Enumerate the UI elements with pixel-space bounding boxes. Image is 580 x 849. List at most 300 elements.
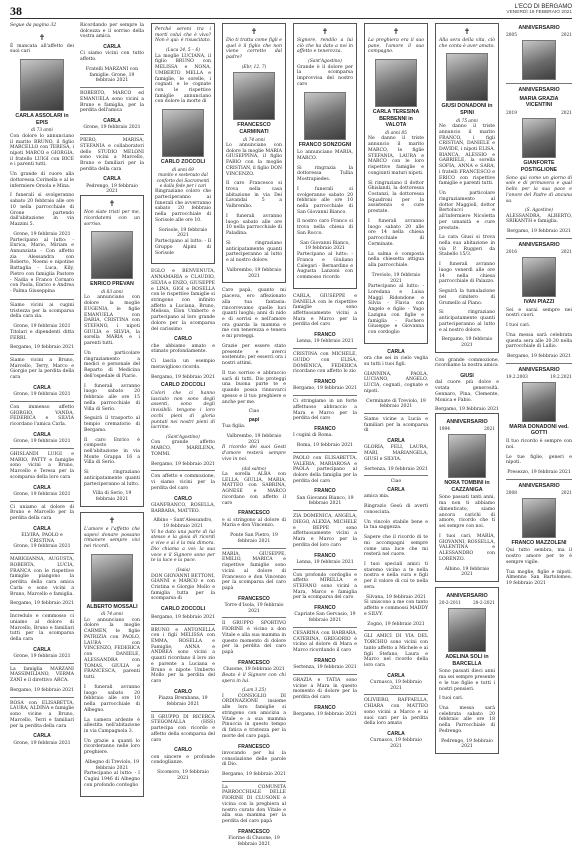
column-2 [80, 23, 144, 843]
anniversary-box [435, 413, 499, 582]
notice-text: Il caro Francesco si trova nella casa abitazione in via Dei Lavandai 5 a Valbrembo. [226, 181, 282, 210]
notice-text: Tua figlia. [222, 424, 246, 430]
name-highlight: GIUSI [460, 373, 474, 380]
cross-icon: ✝ [108, 199, 116, 209]
notice-text: Le tue figlie, generi e nipoti. [506, 454, 572, 466]
notice-text: ROBERTO, MARCO ed EMANUELA sono vicini a Bruno e famiglia, per la perdita dell'amica [80, 91, 144, 114]
notice-signature: San Giovanni Bianco, 19 febbraio 2021 [296, 495, 354, 507]
cross-icon: ✝ [463, 27, 471, 36]
notice-text: Titolari e dipendenti ditta FERRI. [10, 329, 74, 341]
obituary-box [80, 195, 144, 507]
notice-signature: Albino – Sant'Alessandro, 19 febbraio 2021 [153, 518, 213, 529]
divider [10, 448, 74, 449]
notice-signature: Bergamo, 19 febbraio 2021 [151, 461, 215, 467]
deceased-name: ADELINA SOLI in BARCELLA [445, 654, 489, 667]
notice-text: Ricordando per sempre la dolcezza e il sorriso della vostra amica. [80, 23, 144, 40]
name-highlight: CARLA [387, 672, 405, 679]
notice-signature: Valbrembo, 19 febbraio 2021 [226, 267, 282, 279]
deceased-name: CARLO ZOCCOLI [160, 606, 206, 613]
notice-text: GIANNINA, PAOLA, LUCIANO, ANGELO, LUCIA, cognati, cognate e nipoti. [364, 371, 428, 394]
notice-signature: Sorisole, 19 febbraio 2021 [158, 227, 208, 239]
notice-text: CRISTINA con MICHELE, GUIDO con ELISA, DOMENICA, FEDERICA ricordano con affetto lo zio [293, 352, 357, 375]
notice-text: PIERO, MARISA, STEFANIA e collaboratori dello STUDIO MELONI sono vicini a Marcello, Bruno e familiari per la perdita della cara [80, 138, 144, 172]
notice-text: Con dolore lo annunciano il marito BRUNO, il figlio MARCELLO con TERESA, i nipoti MARCO e GIORGIA, il fratello LUIGI con BICE e i parenti tutti. [10, 133, 74, 168]
notice-text: MARIA, GIUSEPPE, EMILIO, MARICA e rispettive famiglie sono vicini al dolore di Francesco e don Vincenzo per la scomparsa del caro papà [222, 551, 286, 591]
notice-text: La moglie LUCIANA, il figlio BRUNO con MELISSA e NONA, UMBERTO MELLA e famiglie, le sorelle, i cognati e le cognate con le rispettive famiglie annunciano con dolore la morte di [155, 53, 211, 105]
notice-subtitle: munito e sostenuto dal conforto dei Sacramenti e dalla fede per i cari [156, 173, 210, 189]
divider [151, 470, 215, 471]
deceased-name: FRANCO MAZZOLENI [511, 539, 567, 546]
deceased-name: CARLA ASSOLARI in EPIS [15, 113, 69, 126]
name-highlight: CARLA [33, 431, 51, 438]
obituary-box [80, 512, 144, 797]
notice-text: Un particolare ringraziamento a medici e personale del Reparto di Medicina dell'ospedale di Piario. [84, 350, 140, 379]
cross-icon: ✝ [108, 515, 116, 525]
notice-text: Una messa sarà celebrata sabato 20 febbraio alle ore 18 nella Parrocchiale di Pedrengo. [439, 706, 495, 734]
notice-text: amica mia. [364, 494, 390, 500]
notice-text: Con grande commozione, ricordiamo la nostra amica [435, 357, 499, 369]
notice-text: I funerali avranno luogo sabato 20 alle ore 14 nella chiesa parrocchiale di Cerminate. [368, 218, 424, 247]
notice-text: I CONSIGLIO DI ORDINAZIONE insieme alle loro famiglie si stringono con amicizia a Vitale e a sua mamma Pinuccia in questo tempo di fatica e tristezza per la morte del caro papà. [222, 693, 286, 739]
year-start: 19.2.2003 [506, 374, 528, 380]
name-highlight: FRANCO [314, 379, 336, 386]
notice-text: OLIVIERO, RAFFAELLA, CHIARA con MATTEO sono vicini a Marco e ai suoi cari per la perdita della loro amata [364, 698, 428, 727]
portrait-photo [233, 72, 275, 120]
portrait-photo [446, 53, 488, 101]
notice-signature: Bergamo, 19 febbraio 2021 [293, 386, 357, 392]
name-highlight: CARLA [33, 646, 51, 653]
divider [293, 674, 357, 675]
name-highlight: FRANCESCO [238, 595, 270, 602]
notice-signature: ELVIRA, PAOLO e CRISTINA [21, 532, 63, 544]
anniversary-heading: ANNIVERSARIO [446, 593, 488, 600]
portrait-photo [91, 554, 133, 602]
notice-signature: Sicomoro, 19 febbraio 2021 [157, 769, 209, 781]
anniversary-heading: ANNIVERSARIO [518, 482, 560, 489]
column-7 [435, 23, 499, 843]
column-4 [222, 23, 286, 847]
notice-signature: Valbrembo, 19 febbraio 2021 [226, 433, 282, 445]
notice-text: Un grande di cuore alla dottoressa Corinella e al le infermiere Orsola e Mina. [10, 172, 74, 189]
name-highlight: CARLA [387, 487, 405, 494]
notice-text: È mancata all'affetto dei suoi cari [10, 43, 74, 55]
notice-text: Ci stringiamo in un forte affettuoso abbraccio a Mara e Marco per la perdita del caro [293, 399, 357, 422]
notice-text: I tuoi speciali amici ti staremo vicino a te nella nostra e nella cura e figli per il valore di cui te nella sera. [364, 562, 428, 590]
notice-text: La COMUNITÀ PARROCCHIALE DELLE FIORINE DI CLUSONE è vicina con la preghiera al nostro curato don Vitale e alla sua mamma per la perdita del caro papà [222, 784, 286, 825]
epigraph: La preghiera era il suo pane, l'amore il suo compagno. [368, 38, 424, 55]
notice-signature: Grone, 19 febbraio 2021 [13, 740, 71, 746]
page-header [10, 4, 572, 19]
notice-text: Ringraziano coloro che parteciperanno ai funerali che avverranno sabato 20 febbraio nella parrocchiale di Sorisole alle ore 10. [155, 189, 211, 223]
notice-text: Il tuo ricordo è sempre con noi. [506, 439, 572, 450]
notice-signature: Treviolo, 19 febbraio 2021 [371, 272, 421, 284]
portrait-photo [448, 608, 486, 652]
deceased-age: di anni 69 [172, 167, 194, 173]
divider [222, 781, 286, 782]
year-end: 2021 [561, 249, 572, 255]
notice-text: Il caro Enrico è composto nell'abitazione in via Monte Grappa 16 a Villa di Serio. [84, 437, 140, 466]
notice-signature: Grone, 19 febbraio 2021 [13, 439, 71, 445]
notice-text: Ci uniamo al dolore di Bruno e Marcello per la perdita della cara [10, 504, 74, 521]
notice-text: I funerali avranno luogo sabato 20 febbraio alle ore 15 nella parrocchiale di Villa di Serio. [84, 383, 140, 412]
name-highlight: FRANCESCO [238, 510, 270, 517]
notice-signature: Clusone, 19 febbraio 2021 [223, 667, 285, 673]
divider [293, 395, 357, 396]
name-highlight: FRANCESCO [238, 743, 270, 750]
notice-signature: Bergamo, 19 febbraio 2021 [151, 614, 215, 620]
divider [10, 663, 74, 664]
notice-text: GLORIA, FELI, LAURA, MARI, MARIANGELA, GIUSI e SILVIA. [364, 445, 428, 462]
notice-text: Siamo vicini a Bruno, Marcello, Terry, Marco e Giorgio per la perdita della cara [10, 358, 74, 381]
divider [506, 479, 572, 480]
notice-signature: Silvana, 19 febbraio 2021 [366, 594, 426, 600]
notice-text: Il nostro caro Franco si trova nella chiesa di San Rocco. [297, 219, 353, 236]
notice-signature: Cerminate di Treviolo, 19 febbraio 2021 [366, 398, 426, 410]
obituary-box [435, 23, 499, 353]
notice-text: CARLA, GIUSEPPE e DANIELA con le rispettive famiglie sono affettuosamente vicini a Mara e Marco per la perdita del caro [293, 293, 357, 328]
deceased-name: GIANFORTE POSTIGLIONE [520, 160, 558, 174]
notice-signature: Bergamo, 19 febbraio 2021 [151, 374, 215, 380]
notice-signature: Torre d'Isola, 19 febbraio 2021 [224, 602, 284, 614]
anniversary-box [435, 587, 499, 754]
name-highlight: CARLA [33, 384, 51, 391]
divider [364, 694, 428, 695]
divider [293, 452, 357, 453]
name-highlight: CARLO [174, 336, 192, 343]
notice-signature: Bergamo, 19 febbraio 2021 [435, 407, 499, 413]
notice-signature: Grone, 19 febbraio 2021 [13, 231, 71, 237]
notice-text: MARIGIANNA, AUGUSTA, ROBERTA, LUCIA, FRANCA con le rispettive famiglie piangono la perdita della cara amica Carla e sono vicini a Bruno, Marcello e famiglia. [10, 557, 74, 597]
notice-text: Partecipano al lutto: - Loredana e Luisa Maggi Ridondone e Silvia - Flavia con Angelo e figlie - Yugo Lazigna con figlie e famiglia - Fachero Giuseppe e Giovanna con cordoglio [368, 284, 424, 336]
epigraph-source: (Sant'Agostino) [308, 59, 342, 65]
divider [506, 238, 572, 239]
notice-text: Lo annunciano con dolore la moglie EUGENIA, le figlie EMANUELA con DARIA, CRISTINA con STEFANO, i nipoti GIULIA e SILVIA, la sorella MARIA e i parenti tutti. [84, 295, 140, 347]
anniversary-years [506, 33, 572, 38]
name-highlight: CARLA [103, 176, 121, 183]
anniversary-years [506, 250, 572, 255]
divider [293, 510, 357, 511]
notice-signature: Grone, 19 febbraio 2021 [13, 324, 71, 330]
notice-text: Ci siamo vicini con tutto affetto. [80, 51, 144, 63]
notice-text: Grazie per essere stato presente e averci sostenuto; per esserci ora i nostri attimi. [222, 343, 286, 367]
notice-text: dal cuore più dolce e votata generosità. Gennaro, Pina, Clemente, Monica e Fabio. [435, 380, 499, 403]
divider [151, 711, 215, 712]
notice-signature: Bergamo, 19 febbraio 2021 [222, 772, 286, 777]
notice-text: GHISLANDI LUIGI e MARIO, PATTY e famiglie sono vicini a Bruno, Marcello e Teresa per la scomparsa della loro cara [10, 451, 74, 480]
notice-signature: Grone, 19 febbraio 2021 [13, 392, 71, 398]
name-highlight: FRANCESCO [238, 659, 270, 666]
newspaper-masthead [506, 4, 572, 15]
notice-text: Seguirà la tumulazione nel cimitero di Grumello al Piano. [439, 289, 495, 306]
notice-text: I funerali avranno luogo sabato alle ore 10 nella parrocchiale di Paladina. [226, 213, 282, 237]
notice-text: invocando per lui la consolazione delle parole di Dio. [222, 750, 286, 768]
epigraph: Alla sera della vita, ciò che conta è aver amato. [439, 38, 495, 49]
epigraph-source: (dal salmo) [241, 466, 267, 472]
name-highlight: CARLA [387, 438, 405, 445]
divider [364, 413, 428, 414]
anniversary-heading: ANNIVERSARIO [518, 241, 560, 248]
notice-signature: Capriate San Gervasio, 19 febbraio 2021 [294, 612, 356, 624]
epigraph-source: (Ebr, 12, 7) [241, 64, 267, 70]
portrait-photo [522, 40, 556, 80]
notice-text: Grande è il dolore per la scomparsa improvvisa del nostro caro [297, 64, 353, 87]
portrait-photo [20, 59, 64, 111]
year-start: 2016 [506, 249, 517, 255]
name-highlight: FRANCO [314, 704, 336, 711]
anniversary-years [439, 427, 495, 432]
divider [293, 627, 357, 628]
continuation-note: Segue da pagina 32 [10, 23, 57, 28]
deceased-age: di 83 anni [101, 289, 123, 295]
name-highlight: CARLO [174, 747, 192, 754]
notice-signature: Grone, 19 febbraio 2021 [13, 544, 71, 550]
notice-text: ZIA DOMENICA, ANGELA, DIEGO, ALEXIA, MICHELE e BEPPE sono affettuosamente vicini a Mara e Marco per la perdita del loro caro [293, 514, 357, 548]
epigraph-source: (Isaia) [176, 568, 190, 574]
notice-signature: Fratelli MARZANI con famiglie. Grone, 19 febbraio 2021 [85, 66, 139, 84]
name-highlight: CARLA [387, 731, 405, 738]
column-6 [364, 23, 428, 843]
divider [364, 475, 428, 476]
notice-text: EGLO e BENVENUTA, ANNAMARIA e CLAUDIO, SILVIA e ENZO, GIUSEPPE e LINA, GIGI e ROSELLA con le rispettive famiglie si stringono con infinito affetto a Luciana, Bruno, Melissa, Elon Umberto e partecipano al loro grande dolore per la scomparsa del carissimo [151, 269, 215, 332]
portrait-photo [375, 59, 417, 107]
notice-text: Ci lascia un esempio meraviglioso ricordo. [151, 359, 215, 370]
notice-signature: Bergamo, 19 febbraio 2021 [10, 345, 74, 351]
notice-signature: Lenna, 19 febbraio 2021 [296, 339, 354, 345]
divider [222, 548, 286, 549]
notice-text: PAOLO con ELISABETTA, VALERIA, MARIAROSA e PAOLA partecipano al dolore della famiglia per la perdita del caro [293, 455, 357, 484]
notice-text: BRUNO e ANTONELLA con i figli MELISSA con EMMA, ROSELLA e Famiglie, ANNA e ANDREA sono vicini a quanti ricordano il loro zio e parente a Luciana e Bruno e nipote Umberto Mollo per la perdita del caro [151, 627, 215, 685]
deceased-age: di 74 anni [243, 137, 265, 143]
divider [80, 87, 144, 88]
name-highlight: CARLO [174, 688, 192, 695]
deceased-name: MARIA DONADONI ved. GOTTI [509, 423, 569, 437]
divider [506, 83, 572, 84]
year-end: 2021 [561, 32, 572, 38]
anniversary-heading: ANNIVERSARIO [518, 25, 560, 31]
notice-text: Si ringrazia la dottoressa Tullia Mostrapiedes. [297, 165, 353, 183]
name-highlight: FRANCO [314, 657, 336, 664]
epigraph-source: (Lam 3,25) [242, 688, 266, 694]
notice-text: Tua moglie, figlie e nipoti. Almenno San Bartolomeo, 19 febbraio 2021 [506, 569, 572, 587]
year-end: 2021 [561, 490, 572, 496]
notice-text: GLI AMICI DI VIA DEL TORCHIO sono vicini con tanto affetto a Michele e ai figli Stefano, Laura e Marco nel ricordo della loro cara [364, 634, 428, 669]
notice-text: ALESSANDRA, ALBERTO, SRIKANTH e famiglia. [506, 213, 572, 225]
notice-text: I funerali si svolgeranno sabato 20 febbraio alle ore 10 nella parrocchiale di San Giovanni Bianco. [297, 186, 353, 215]
notice-text: I funerali avranno luogo venerdì alle ore 14 nella chiesa parrocchiale di Palazzo. [439, 262, 495, 285]
anniversary-heading: ANNIVERSARIO [518, 87, 560, 94]
deceased-name: IVAN PIAZZI [523, 299, 555, 305]
name-highlight: FRANCESCO [238, 828, 270, 835]
cross-icon: ✝ [38, 32, 46, 42]
epigraph: Perché sereni tra i morti colui che è vivo? Non è qui: è risuscitato. [155, 27, 211, 44]
notice-text: Il GRUPPO SPORTIVO FIORINE è vicino a don Vitale e alla sua mamma in questo momento di dolore per la perdita del caro papà [222, 621, 286, 656]
anniversary-heading: ANNIVERSARIO [518, 366, 560, 373]
portrait-photo [448, 434, 486, 478]
year-end: 19.2.2021 [550, 374, 572, 380]
deceased-age: di 74 anni [101, 612, 123, 618]
notice-text: Lo annunciano con dolore la moglie CARMEN, le figlie PATRIZIA con PAOLO, LAURA con VINCENZO, FEDERICA con DANIELE, ALESSANDRA con TOMAS, GIULIA e FRANCESCA, parenti tutti. [84, 617, 140, 681]
deceased-age: di anni 85 [385, 131, 407, 137]
notice-signature: Grone, 19 febbraio 2021 [13, 491, 71, 497]
notice-signature: Sertenza, 19 febbraio 2021 [293, 665, 357, 671]
notice-text: Il GRUPPO DI RICERCA STEGOMALLA (HSS) partecipa con ricordo e affetto della scomparsa del caro [151, 714, 215, 743]
column-8 [506, 23, 572, 843]
notice-text: Ne danno il triste annuncio il marito FRANCO, i figli CRISTIAN, DANIELE e DAVIDE, i nipoti ELISA, BIANCA, ALESSIO e GABRIELE, la sorella SOFIA, ANNA e SARA, i fratelli FRANCESCO e ERICO con rispettive famiglie e parenti tutti. [439, 124, 495, 187]
notice-signature: Fiorine di Clusone, 19 febbraio 2021 [228, 836, 280, 847]
notice-text: I funerali si svolgeranno sabato 20 febbraio alle ore 10 nella parrocchiale di Grone partendo dall'abitazione in via Mazzini 5. [10, 193, 74, 228]
notice-text: Si ringraziano anticipatamente quanti parteciperanno al lutto e al nostro dolore. [226, 240, 282, 264]
notice-text: Si ringraziano il dottor Ghislandi, la dottoressa Costanzi, la dottoressa Squadroni per la assistenza e cure prestate. [368, 180, 424, 215]
notice-text: I funerali avranno luogo sabato 20 febbraio alle ore 10 nella parrocchiale di Albegno. [84, 684, 140, 713]
notice-signature: Grone, 19 febbraio 2021 [83, 125, 141, 131]
anniversary-years [439, 601, 495, 606]
epigraph: Colori che ci hanno lasciato non sono degli assenti, sono degli invisibili: tengono i loro occhi pieni di gloria puntati nei nostri pieni di lacrime. [151, 390, 215, 431]
divider [10, 299, 74, 300]
deceased-name: CARLO ZOCCOLI [160, 159, 206, 166]
epigraph-source: (S. Agostino) [525, 208, 553, 214]
notice-signature: Grone, 19 febbraio 2021 [13, 653, 71, 659]
deceased-age: di 73 anni [31, 128, 53, 134]
divider [364, 630, 428, 631]
notice-text: Si ringraziano anticipatamente quanti parteciperanno al lutto. [84, 470, 140, 487]
notice-text: Siamo vicine a Lucia e familiari per la scomparsa di [364, 417, 428, 434]
column-5 [293, 23, 357, 843]
notice-text: I tuoi cari. [506, 323, 531, 329]
name-highlight: CARLA [103, 118, 121, 125]
divider [10, 553, 74, 554]
divider [10, 401, 74, 402]
notice-signature: Presezzo, 19 febbraio 2021 [507, 470, 571, 476]
notice-signature: Bergamo, 19 febbraio 2021 [507, 229, 571, 235]
deceased-name: ENRICO PREVAN [90, 281, 134, 288]
notice-signature: Albino, 19 febbraio 2021 [444, 566, 490, 578]
portrait-photo [304, 92, 346, 140]
notice-signature: Pedrengo, 19 febbraio 2021 [86, 183, 138, 195]
deceased-name: FRANCESCO CARMINATI [237, 122, 271, 135]
notice-signature: Bergamo, 19 febbraio 2021 [10, 601, 74, 607]
epigraph-source: (Sant'Agostino) [166, 435, 200, 441]
notice-text: Partecipano al lutto: - Il Gruppo Alpini di Sorisole [155, 239, 211, 256]
notice-text: ROSA con ELISABETTA, LAURA, ALDINA e famiglie sono vicine a Bruno, Marcello, Terri e familiari per la perdita della cara [10, 700, 74, 729]
year-end: 20-2-2021 [472, 600, 495, 606]
epigraph: Signore, rendilo a lui ciò che ha dato a noi in affetto e tenerezza. [297, 38, 353, 55]
deceased-name: FRANCO SONZOGNI [298, 141, 352, 148]
name-highlight: CARLA [33, 733, 51, 740]
obituary-box [293, 23, 357, 289]
notice-text: Con profondo cordoglio e affetto MIRELLA e STEFANO sono vicini a Mara, Marco e famiglia per la scomparsa del caro [293, 572, 357, 601]
deceased-age: di 75 anni [456, 118, 478, 124]
notice-text: Il tuo sorriso e abbraccio sarà di tutti. Dio proteggi una buona parte te e quando possa rinnovarci spesso e il tuo preghiere e anche per me. [222, 370, 286, 405]
deceased-name: GIUSI DONADONI in SPINI [441, 103, 493, 117]
anniversary-years [506, 111, 572, 116]
divider [80, 134, 144, 135]
notice-signature: Bergamo, 19 febbraio 2021 [441, 337, 493, 349]
year-start: 20-2-2011 [439, 600, 462, 606]
year-start: 2019 [506, 111, 517, 117]
notice-text: I cugini di Roma. [293, 433, 333, 439]
notice-signature: Zogno, 19 febbraio 2021 [367, 621, 425, 627]
notice-text: Ne danno il triste annuncio il marito MARCO, le figlie STEFANIA, LAURA e MARCO con le loro rispettive famiglie e congiunti maturi nipoti. [368, 136, 424, 176]
cross-icon: ✝ [392, 27, 400, 36]
notice-text: Incredulo e commosso ci uniamo al dolore di Marcello, Bruno e familiari tutti per la scomparsa della cara [10, 614, 74, 642]
name-highlight: FRANCO [314, 332, 336, 339]
divider [151, 624, 215, 625]
deceased-name: MARIA GRAZIA VICENTINI [519, 95, 559, 109]
notice-text: I tuoi cari, MARIA, GIOVANNI, ROSSELLA, VALENTINA e ALESSANDRO con LORENZO. [439, 533, 495, 562]
name-highlight: FRANCO [314, 426, 336, 433]
year-end: 2021 [561, 111, 572, 117]
notice-signature: Roma, 19 febbraio 2021 [296, 443, 354, 449]
name-highlight: papi [248, 416, 260, 423]
deceased-name: ALBERTO MOSSALI [86, 603, 138, 610]
notice-signature: Curnasco, 19 febbraio 2021 [370, 738, 422, 750]
notice-signature: Villa di Serio, 19 febbraio 2021 [92, 491, 132, 503]
divider [293, 348, 357, 349]
notice-signature: Bergamo, 19 febbraio 2021 [293, 712, 357, 718]
notice-text: CESARINA con BARBARA, CATERINA, GREGORIO è vicino al dolore di Mara e Marco ricordando il caro [293, 630, 357, 654]
divider [222, 617, 286, 618]
epigraph: Beato è il Signore con chi spera in lui. [222, 672, 286, 684]
obituary-box [222, 23, 286, 283]
deceased-name: CARLA TERESINA BERBENNI in VALOTA [372, 109, 420, 129]
name-highlight: CARLO [174, 495, 192, 502]
divider [10, 697, 74, 698]
year-start: 1994 [439, 426, 450, 432]
obituary-box [364, 23, 428, 344]
newspaper-name: L'ECO DI BERGAMO [514, 4, 572, 10]
notice-text: Sapere che il ricordo di te mi accompagni sempre come una luce che mi resterà nel cuore. [364, 535, 428, 558]
portrait-photo [522, 498, 556, 538]
divider [10, 610, 74, 611]
issue-date: VENERDÌ 19 FEBBRAIO 2021 [506, 10, 572, 15]
notice-text: La camera ardente è allestita nell'abitazione in via Campagnola 3. [84, 717, 140, 734]
notice-text: Qui tutto sembra, ma il nostro amore per te è sempre vigile. [506, 548, 572, 565]
name-highlight: FRANCO [314, 605, 336, 612]
notice-text: Una messa sarà celebrata questa sera alle 20.30 nella parrocchiale di Lallio. [506, 332, 572, 350]
notice-signature: Bergamo, 19 febbraio 2021 [10, 687, 74, 693]
notice-text: Con affetto e commozione, vi siamo vicini per la perdita del caro [151, 474, 215, 491]
notice-signature: San Giovanni Bianco, 19 febbraio 2021 [300, 240, 350, 252]
notice-text: Con grande affetto MARCO, MARILENA, TOMMI. [151, 440, 215, 457]
notice-text: Seguirà il trasporto al tempio crematorio di Bergamo. [84, 416, 140, 433]
deceased-name: CARLO ZOCCOLI [160, 382, 206, 389]
notice-text: Si ringraziano anticipatamente quanti parteciperanno al lutto e al nostro dolore. [439, 310, 495, 333]
divider [10, 354, 74, 355]
name-highlight: FRANCO [314, 488, 336, 495]
notice-text: Un vincolo stabile bene e la tua saggezza. [364, 519, 428, 531]
year-end: 2021 [484, 426, 495, 432]
notice-text: Con immenso affetto GIORGIO, VANDA, FEDERICA e SILVIA ricordano l'amica Carla. [10, 404, 74, 428]
column-3 [151, 23, 215, 843]
notice-text: La sorella ALBA con LELLA, GIULIA, MARIA, MATTEO con SABRINA, AGNESE e MARCO ricordano con affetto il caro [222, 472, 286, 506]
deceased-name: NORA TOMBINI in CAZZANIGA [444, 480, 490, 493]
notice-signature: Lenna, 19 febbraio 2021 [296, 559, 354, 565]
notice-text: DON GIOVANNI BETTONI, GIANNI e MARCO e con Cristina e Giorgio Mollo e famiglia tutta per la scomparsa di [151, 573, 215, 602]
year-start: 2008 [506, 490, 517, 496]
notice-signature: Curnasco, 19 febbraio 2021 [370, 680, 422, 691]
notice-text: Ciao [390, 479, 402, 485]
notice-text: Sei e sarai sempre nei nostri cuori. [506, 307, 572, 319]
name-highlight: CARLA [387, 348, 405, 355]
notice-text: che abbiamo amato e stimato profondamente. [151, 343, 215, 355]
notice-signature: Piazza Brembana, 19 febbraio 2021 [158, 696, 208, 707]
notice-text: I tuoi cari. [439, 696, 464, 702]
divider [293, 569, 357, 570]
portrait-photo [522, 382, 556, 422]
epigraph: Sono qui come un giorno di sole e di primavera e qual bello per la sua pace e l'onore del Padre di ancuna sa. [506, 175, 572, 204]
epigraph-source: (Luca 24, 5 – 6) [166, 48, 200, 54]
page-number: 38 [10, 4, 22, 18]
